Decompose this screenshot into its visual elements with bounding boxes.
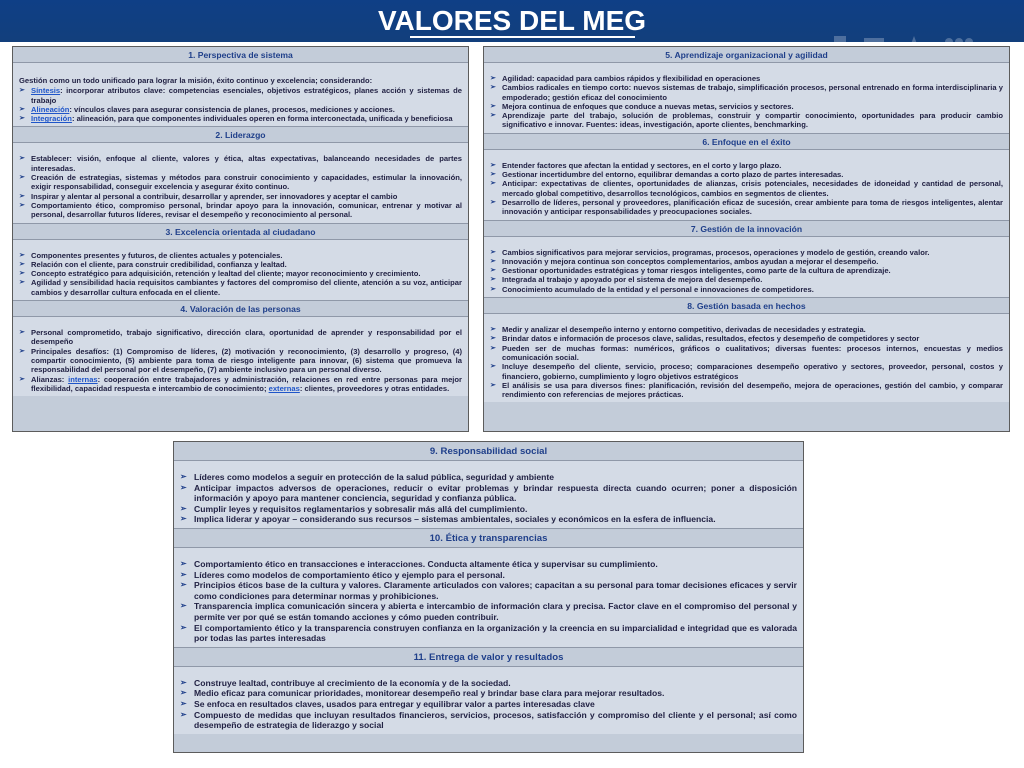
list-item: ➢ Desarrollo de líderes, personal y proveedores, planificación eficaz de sucesión, crear ambiente para toma de riesgos inteligentes, alentar innovación y anticipar responsabilidades y preocupaciones sociales. [490, 198, 1003, 217]
bullet-list-10 [180, 559, 797, 644]
section-title-7: 7. Gestión de la innovación [484, 221, 1009, 236]
bullet-list-5 [490, 74, 1003, 130]
list-item [19, 114, 462, 123]
bullet-list-3 [19, 251, 462, 297]
list-item: ➢ Cumplir leyes y requisitos reglamentarios y sobresalir más allá del cumplimiento. [180, 504, 797, 515]
bullet-list-1 [19, 86, 462, 123]
keyword: Síntesis [31, 86, 61, 96]
list-item: ➢ Compuesto de medidas que incluyan resultados financieros, servicios, procesos, satisfacción y compromiso del cliente y el personal; así como desempeño de estrategia de liderazgo y social [180, 710, 797, 731]
item-text: Alianzas: [31, 374, 69, 384]
bullet-list-11 [180, 678, 797, 731]
list-item: ➢ Pueden ser de muchas formas: numéricos, gráficos o cualitativos; diversas fuentes: procesos internos, encuestas y medios comunicación social. [490, 344, 1003, 363]
list-item [19, 375, 462, 394]
item-text: : cooperación entre trabajadores y administración, relaciones en red entre personas para mejor flexibilidad, capacidad respuesta e intercambio de conocimiento; [31, 374, 463, 393]
section-title-4: 4. Valoración de las personas [13, 301, 468, 316]
keyword: Alineación [31, 104, 70, 114]
item-text: : incorporar atributos clave: competencias esenciales, objetivos estratégicos, planes acción y sistemas de trabajo [31, 86, 462, 105]
list-item: ➢ Concepto estratégico para adquisición, retención y lealtad del cliente; mayor reconocimiento y crecimiento. [19, 269, 462, 278]
list-item: ➢ Inspirar y alentar al personal a contribuir, desarrollar y aprender, ser innovadores y aceptar el cambio [19, 192, 462, 201]
list-item: ➢ Componentes presentes y futuros, de clientes actuales y potenciales. [19, 251, 462, 260]
item-text: Personal comprometido, trabajo significativo, dirección clara, oportunidad de aprender y responsabilidad por el desempeño [31, 328, 462, 347]
list-item: ➢ Anticipar impactos adversos de operaciones, reducir o evitar problemas y brindar respuesta directa cuando ocurren; poner a disposición información y apoyo para mantener conciencia, seguridad y confianza pública. [180, 483, 797, 504]
list-item: ➢ Incluye desempeño del cliente, servicio, proceso; comparaciones desempeño operativo y sectores, proveedor, personal, costos y financiero, gobierno, cumplimiento y logro objetivos estratégicos [490, 362, 1003, 381]
bullet-list-2 [19, 154, 462, 219]
list-item: ➢ Aprendizaje parte del trabajo, solución de problemas, construir y compartir conocimiento, oportunidades para producir cambio significativo e innovar. Fuentes: ideas, investigación, aporte clientes, benchmarking. [490, 111, 1003, 130]
list-item: ➢ Cambios radicales en tiempo corto: nuevos sistemas de trabajo, simplificación procesos, personal entrenado en forma interdisciplinaria y empoderado; gestión eficaz del conocimiento [490, 83, 1003, 102]
section-body-10 [174, 547, 803, 648]
bullet-list-6 [490, 161, 1003, 217]
section-body-8 [484, 313, 1009, 402]
section-title-3: 3. Excelencia orientada al ciudadano [13, 224, 468, 239]
section-title-10: 10. Ética y transparencias [174, 529, 803, 547]
title-underline [410, 36, 635, 38]
list-item: ➢ Integrada al trabajo y apoyado por el sistema de mejora del desempeño. [490, 275, 1003, 284]
list-item: ➢ Comportamiento ético en transacciones e interacciones. Conducta altamente ética y supervisar su cumplimiento. [180, 559, 797, 570]
right-panel [483, 46, 1010, 432]
list-item [19, 105, 462, 114]
section-title-5: 5. Aprendizaje organizacional y agilidad [484, 47, 1009, 62]
list-item: ➢ Comportamiento ético, compromiso personal, brindar apoyo para la innovación, comunicar, entrenar y motivar al personal, desarrollar futuros líderes, revisar el desempeño y reconocimiento al personal. [19, 201, 462, 220]
keyword-externas: externas [268, 383, 300, 393]
list-item: ➢ Creación de estrategias, sistemas y métodos para construir conocimiento y capacidades, estimular la innovación, exigir responsabilidad, conseguir excelencia y asegurar éxito continuo. [19, 173, 462, 192]
list-item: ➢ Medio eficaz para comunicar prioridades, monitorear desempeño real y brindar base clara para mejorar resultados. [180, 688, 797, 699]
keyword-internas: internas [68, 374, 98, 384]
left-panel [12, 46, 469, 432]
list-item: ➢ Medir y analizar el desempeño interno y entorno competitivo, derivadas de necesidades y estrategia. [490, 325, 1003, 334]
section-title-2: 2. Liderazgo [13, 127, 468, 142]
section-body-11 [174, 666, 803, 734]
list-item: ➢ El comportamiento ético y la transparencia construyen confianza en la organización y la creencia en su imparcialidad e integridad que es valorada por todas las partes interesadas [180, 623, 797, 644]
section-title-1: 1. Perspectiva de sistema [13, 47, 468, 62]
list-item: ➢ Transparencia implica comunicación sincera y abierta e intercambio de información clara y precisa. Factor clave en el compromiso del personal y permite ver por qué se están tomando acciones y cómo pueden contribuir. [180, 601, 797, 622]
list-item [19, 328, 462, 347]
section-title-6: 6. Enfoque en el éxito [484, 134, 1009, 149]
item-text: : vínculos claves para asegurar consistencia de planes, procesos, mediciones y acciones. [69, 104, 395, 114]
section-body-6 [484, 149, 1009, 221]
list-item [19, 347, 462, 375]
section-title-8: 8. Gestión basada en hechos [484, 298, 1009, 313]
keyword: Integración [31, 114, 72, 124]
bullet-list-4 [19, 328, 462, 393]
section-body-2 [13, 142, 468, 223]
bullet-list-7 [490, 248, 1003, 294]
list-item: ➢ Implica liderar y apoyar – considerando sus recursos – sistemas ambientales, sociales y económicos en la esfera de influencia. [180, 514, 797, 525]
section-body-4 [13, 316, 468, 396]
item-text: : alineación, para que componentes individuales operen en forma interconectada, unificada y beneficiosa [71, 114, 453, 124]
bottom-panel [173, 441, 804, 753]
list-item: ➢ El análisis se usa para diversos fines: planificación, revisión del desempeño, mejora de operaciones, gestión del cambio, y comparar rendimiento con referencias de mejores prácticas. [490, 381, 1003, 400]
section-body-7 [484, 236, 1009, 298]
section-intro-1: Gestión como un todo unificado para lograr la misión, éxito continuo y excelencia; considerando: [19, 76, 373, 85]
list-item: ➢ Anticipar: expectativas de clientes, oportunidades de alianzas, crisis potenciales, necesidades de idoneidad y cantidad de personal, mercado global competitivo, desarrollos tecnológicos, cambios en segmentos de clientes. [490, 179, 1003, 198]
list-item: ➢ Entender factores que afectan la entidad y sectores, en el corto y largo plazo. [490, 161, 1003, 170]
list-item: ➢ Gestionar oportunidades estratégicas y tomar riesgos inteligentes, como parte de la cultura de aprendizaje. [490, 266, 1003, 275]
list-item: ➢ Líderes como modelos de comportamiento ético y ejemplo para el personal. [180, 570, 797, 581]
list-item: ➢ Agilidad: capacidad para cambios rápidos y flexibilidad en operaciones [490, 74, 1003, 83]
list-item: ➢ Establecer: visión, enfoque al cliente, valores y ética, altas expectativas, balanceando necesidades de partes interesadas. [19, 154, 462, 173]
section-title-9: 9. Responsabilidad social [174, 442, 803, 460]
item-text: Principales desafíos: (1) Compromiso de líderes, (2) motivación y reconocimiento, (3) desarrollo y progreso, (4) compartir conocimiento, (5) ambiente para toma de riesgo inteligente para innovar, (6) sistema que promueva la responsabilidad del personal por el desempeño, (7) ambiente inclusivo para un personal diverso. [31, 346, 462, 375]
list-item: ➢ Innovación y mejora continua son conceptos complementarios, ambos ayudan a mejorar el desempeño. [490, 257, 1003, 266]
item-text: : clientes, proveedores y otras entidades. [299, 383, 450, 393]
page-title: VALORES DEL MEG [377, 5, 647, 36]
section-body-1 [13, 62, 468, 127]
section-title-11: 11. Entrega de valor y resultados [174, 648, 803, 666]
list-item: ➢ Conocimiento acumulado de la entidad y el personal e innovaciones de competidores. [490, 285, 1003, 294]
list-item: ➢ Mejora continua de enfoques que conduce a nuevas metas, servicios y sectores. [490, 102, 1003, 111]
section-body-5 [484, 62, 1009, 134]
list-item [19, 86, 462, 105]
list-item: ➢ Se enfoca en resultados claves, usados para entregar y equilibrar valor a partes interesadas clave [180, 699, 797, 710]
list-item: ➢ Líderes como modelos a seguir en protección de la salud pública, seguridad y ambiente [180, 472, 797, 483]
list-item: ➢ Principios éticos base de la cultura y valores. Claramente articulados con valores; capacitan a su personal para tomar decisiones eficaces y servir como condiciones para determinar normas y prohibiciones. [180, 580, 797, 601]
list-item: ➢ Construye lealtad, contribuye al crecimiento de la economía y de la sociedad. [180, 678, 797, 689]
section-body-9 [174, 460, 803, 529]
list-item: ➢ Relación con el cliente, para construir credibilidad, confianza y lealtad. [19, 260, 462, 269]
bullet-list-8 [490, 325, 1003, 399]
section-body-3 [13, 239, 468, 301]
list-item: ➢ Brindar datos e información de procesos clave, salidas, resultados, efectos y desempeño de competidores y sector [490, 334, 1003, 343]
list-item: ➢ Agilidad y sensibilidad hacia requisitos cambiantes y factores del compromiso del cliente, atención a su voz, anticipar cambios y desarrollar cultura enfocada en el cliente. [19, 278, 462, 297]
bullet-list-9 [180, 472, 797, 525]
list-item: ➢ Gestionar incertidumbre del entorno, equilibrar demandas a corto plazo de partes interesadas. [490, 170, 1003, 179]
list-item: ➢ Cambios significativos para mejorar servicios, programas, procesos, operaciones y modelo de gestión, creando valor. [490, 248, 1003, 257]
